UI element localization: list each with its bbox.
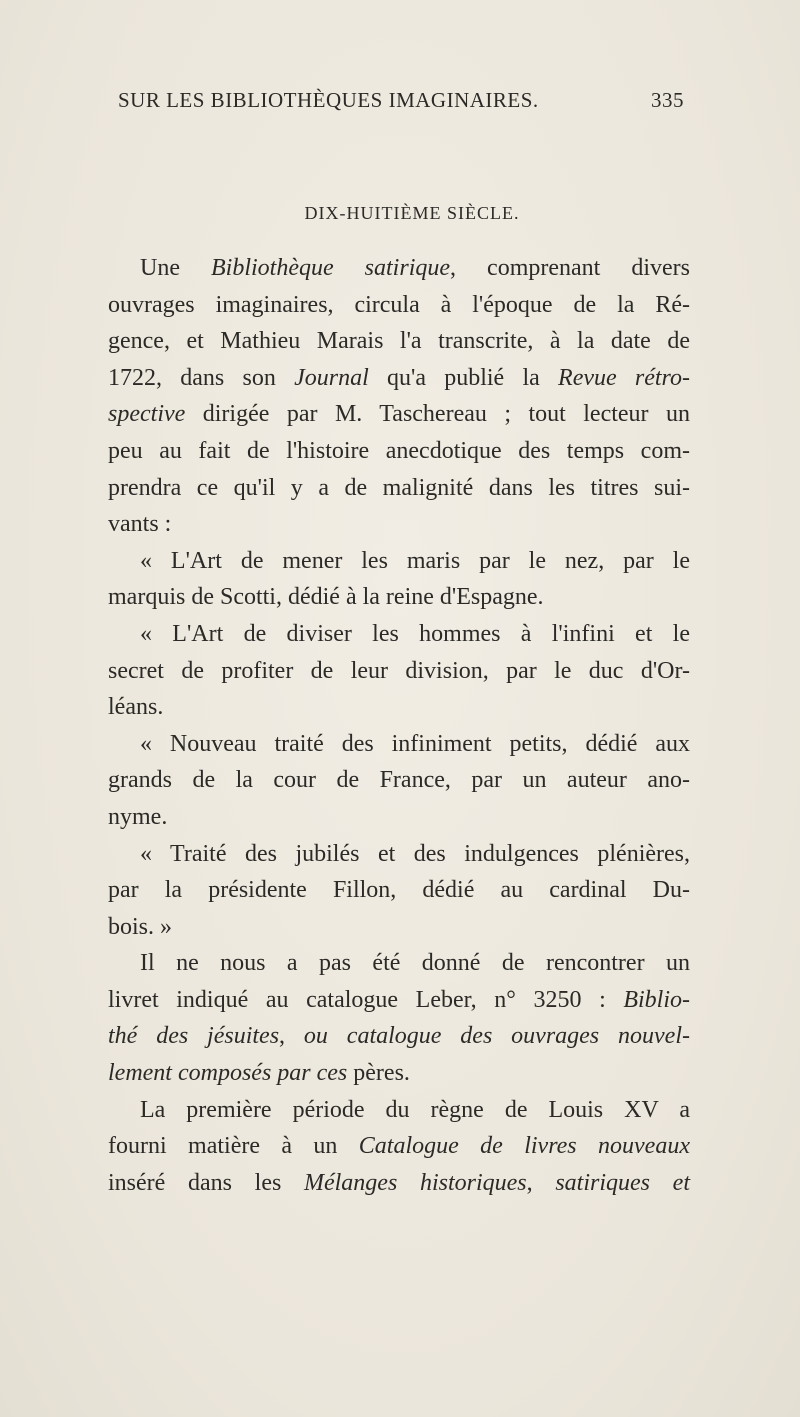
text-line: par la présidente Fillon, dédié au cardinal Du- bbox=[108, 877, 690, 904]
text-line bbox=[108, 1128, 690, 1165]
text-line bbox=[108, 360, 690, 397]
text-line bbox=[108, 982, 690, 1019]
text-run: 1722, dans son bbox=[108, 364, 295, 391]
paragraph-quote-1 bbox=[108, 543, 690, 616]
italic-title: lement composés par ces bbox=[108, 1060, 348, 1087]
text-line: grands de la cour de France, par un auteur ano- bbox=[108, 767, 690, 794]
text-line: secret de profiter de leur division, par le duc d'Or- bbox=[108, 657, 690, 684]
text-line bbox=[108, 250, 690, 287]
paragraph-quote-2 bbox=[108, 616, 690, 726]
text-run: dirigée par M. Taschereau ; tout lecteur un bbox=[185, 401, 690, 428]
paragraph-quote-3 bbox=[108, 726, 690, 836]
text-run: qu'a publié la bbox=[368, 364, 559, 391]
italic-title: ou catalogue des ouvrages nouvel- bbox=[303, 1023, 690, 1050]
text-line: léans. bbox=[108, 694, 164, 721]
italic-title: satiriques et bbox=[555, 1169, 690, 1196]
running-head bbox=[118, 88, 684, 118]
italic-title: Bibliothèque satirique bbox=[211, 255, 451, 281]
text-line: « L'Art de mener les maris par le nez, par le bbox=[140, 547, 690, 574]
section-heading: DIX-HUITIÈME SIÈCLE. bbox=[304, 203, 520, 223]
text-run: , comprenant divers bbox=[450, 255, 690, 281]
italic-title: Catalogue de livres nouveaux bbox=[358, 1133, 690, 1160]
italic-title: Biblio- bbox=[623, 986, 690, 1013]
text-line: La première période du règne de Louis XV a bbox=[140, 1096, 690, 1123]
text-run: , bbox=[279, 1023, 304, 1050]
text-line: gence, et Mathieu Marais l'a transcrite, à la date de bbox=[108, 328, 690, 355]
text-line bbox=[108, 396, 690, 433]
text-run: livret indiqué au catalogue Leber, n° 3250 : bbox=[108, 986, 624, 1013]
paragraph-quote-4 bbox=[108, 836, 690, 946]
paragraph-leber bbox=[108, 945, 690, 1091]
text-line bbox=[108, 1165, 690, 1202]
italic-title: thé des jésuites bbox=[108, 1023, 280, 1050]
text-run: inséré dans les bbox=[108, 1169, 304, 1196]
italic-title: Revue rétro- bbox=[558, 364, 690, 391]
text-line: ouvrages imaginaires, circula à l'époque de la Ré- bbox=[108, 291, 690, 318]
text-line: bois. » bbox=[108, 913, 173, 940]
text-run: Une bbox=[140, 255, 212, 281]
text-line bbox=[108, 1018, 690, 1055]
paragraph-intro bbox=[108, 250, 690, 543]
text-line: peu au fait de l'histoire anecdotique des temps com- bbox=[108, 437, 690, 464]
text-line: vants : bbox=[108, 511, 172, 538]
text-line: marquis de Scotti, dédié à la reine d'Espagne. bbox=[108, 584, 544, 611]
running-head-title: SUR LES BIBLIOTHÈQUES IMAGINAIRES. bbox=[118, 88, 539, 112]
text-line: « L'Art de diviser les hommes à l'infini et le bbox=[140, 620, 690, 647]
text-run: fourni matière à un bbox=[108, 1133, 359, 1160]
text-line: nyme. bbox=[108, 803, 168, 830]
body-text bbox=[108, 250, 690, 1201]
text-line: Il ne nous a pas été donné de rencontrer un bbox=[140, 950, 690, 977]
text-run: , bbox=[526, 1169, 556, 1196]
paragraph-louis-xv bbox=[108, 1092, 690, 1202]
text-line: « Nouveau traité des infiniment petits, dédié aux bbox=[140, 730, 690, 757]
text-run: pères. bbox=[347, 1060, 410, 1087]
text-line bbox=[108, 1055, 690, 1092]
text-line: « Traité des jubilés et des indulgences plénières, bbox=[140, 840, 690, 867]
page-number: 335 bbox=[651, 88, 684, 112]
italic-title: Journal bbox=[294, 364, 369, 391]
italic-title: spective bbox=[108, 401, 186, 428]
text-line: prendra ce qu'il y a de malignité dans les titres sui- bbox=[108, 474, 690, 501]
italic-title: Mélanges historiques bbox=[303, 1169, 527, 1196]
